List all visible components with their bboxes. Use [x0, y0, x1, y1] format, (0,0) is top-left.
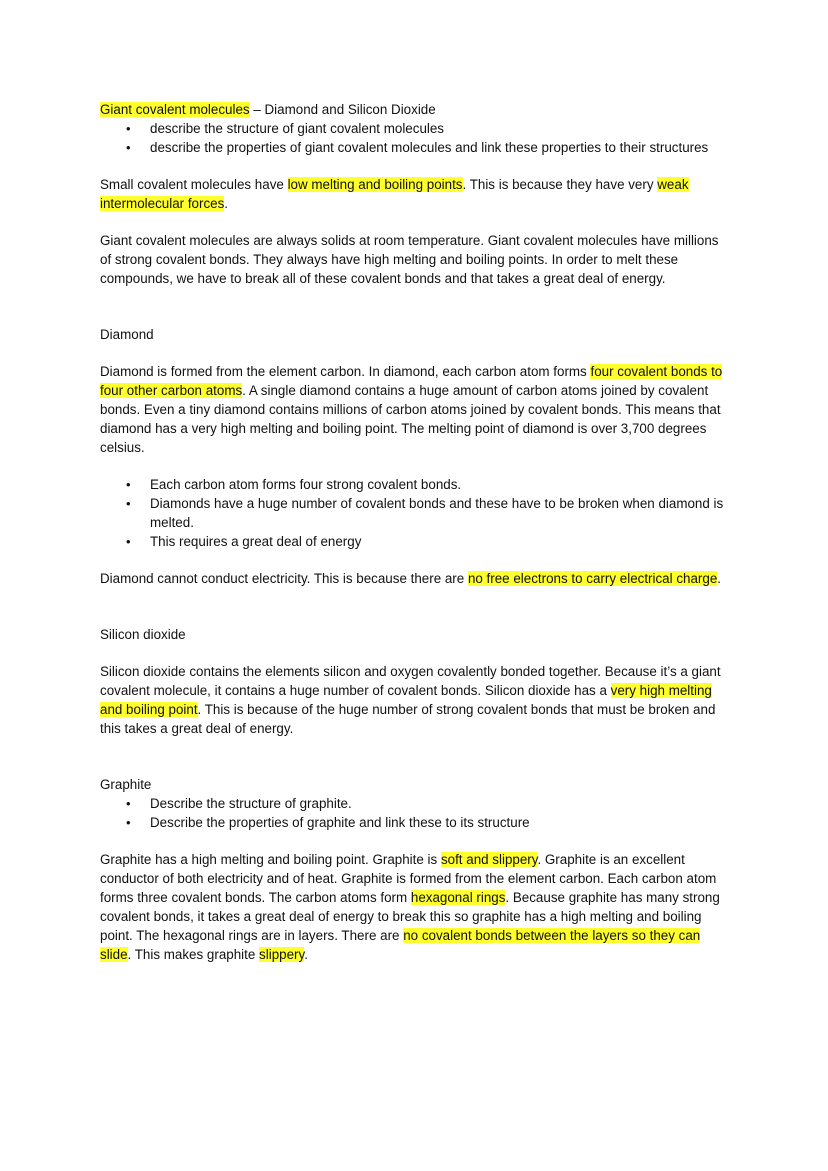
- list-item: [100, 813, 730, 832]
- list-item-text: describe the properties of giant covalent molecules and link these properties to their structures: [150, 140, 709, 155]
- bullet: •: [126, 477, 131, 492]
- highlight: no free electrons to carry electrical charge: [467, 571, 718, 586]
- highlight: slippery: [259, 947, 305, 962]
- highlight: Giant covalent molecules: [100, 102, 250, 117]
- list-item: [100, 475, 730, 494]
- section-title-silicon-dioxide: Silicon dioxide: [100, 627, 186, 642]
- text: .: [717, 571, 722, 586]
- list-item: [100, 794, 730, 813]
- text: . This is because of the huge number of strong covalent bonds that must be broken and this takes a great deal of energy.: [100, 702, 716, 736]
- list-item-text: This requires a great deal of energy: [150, 534, 362, 549]
- list-item: [100, 532, 730, 551]
- list-item-text: Each carbon atom forms four strong covalent bonds.: [150, 477, 462, 492]
- list-item-text: describe the structure of giant covalent molecules: [150, 121, 445, 136]
- highlight: four covalent bonds to four other carbon atoms: [100, 364, 723, 398]
- highlight: soft and slippery: [440, 852, 538, 867]
- list-item-text: Describe the properties of graphite and link these to its structure: [150, 815, 530, 830]
- objectives-list: [100, 119, 730, 157]
- bullet: •: [126, 796, 131, 811]
- text: . This is because they have very: [462, 177, 658, 192]
- text: . This makes graphite: [127, 947, 260, 962]
- text: .: [304, 947, 308, 962]
- bullet: •: [126, 496, 131, 511]
- paragraph-diamond-conductivity: [100, 569, 730, 588]
- text: Small covalent molecules have: [100, 177, 288, 192]
- paragraph-giant-covalent: Giant covalent molecules are always solids at room temperature. Giant covalent molecules have millions of strong covalent bonds. They always have high melting and boiling points. In order to melt these compounds, we have to break all of these covalent bonds and that takes a great deal of energy.: [100, 233, 719, 286]
- text: .: [224, 196, 229, 211]
- highlight: low melting and boiling points: [287, 177, 463, 192]
- list-item-text: Diamonds have a huge number of covalent bonds and these have to be broken when diamond is melted.: [150, 496, 724, 530]
- graphite-objectives-list: [100, 794, 730, 832]
- list-item: [100, 494, 730, 532]
- diamond-facts-list: [100, 475, 730, 551]
- document-page: [100, 100, 730, 964]
- paragraph-silicon-dioxide: [100, 662, 730, 738]
- paragraph-diamond: [100, 362, 730, 457]
- highlight: weak intermolecular forces: [100, 177, 689, 211]
- section-heading-giant-covalent: [100, 100, 730, 119]
- highlight: very high melting and boiling point: [100, 683, 712, 717]
- text: . A single diamond contains a huge amount of carbon atoms joined by covalent bonds. Even a tiny diamond contains millions of carbon atoms joined by covalent bonds. This means that diamond has a very high melting and boiling point. The melting point of diamond is over 3,700 degrees celsius.: [100, 383, 721, 455]
- bullet: •: [126, 534, 131, 549]
- highlight: no covalent bonds between the layers so they can slide: [100, 928, 701, 962]
- list-item: [100, 138, 730, 157]
- list-item-text: Describe the structure of graphite.: [150, 796, 352, 811]
- heading-text: – Diamond and Silicon Dioxide: [249, 102, 436, 117]
- paragraph-graphite: [100, 850, 730, 964]
- text: Silicon dioxide contains the elements silicon and oxygen covalently bonded together. Because it’s a giant covalent molecule, it contains a huge number of covalent bonds. Silicon dioxide has a: [100, 664, 721, 698]
- section-title-diamond: Diamond: [100, 327, 154, 342]
- bullet: •: [126, 140, 131, 155]
- bullet: •: [126, 815, 131, 830]
- bullet: •: [126, 121, 131, 136]
- section-title-graphite: Graphite: [100, 777, 152, 792]
- text: Graphite has a high melting and boiling point. Graphite is: [100, 852, 441, 867]
- paragraph-small-covalent: [100, 175, 730, 213]
- text: Diamond is formed from the element carbon. In diamond, each carbon atom forms: [100, 364, 591, 379]
- highlight: hexagonal rings: [410, 890, 506, 905]
- text: . Graphite is an excellent conductor of both electricity and of heat. Graphite is formed from the element carbon. Each carbon atom forms three covalent bonds. The carbon atoms form: [100, 852, 717, 905]
- list-item: [100, 119, 730, 138]
- text: . Because graphite has many strong covalent bonds, it takes a great deal of energy to break this so graphite has a high melting and boiling point. The hexagonal rings are in layers. There are: [100, 890, 720, 943]
- text: Diamond cannot conduct electricity. This is because there are: [100, 571, 468, 586]
